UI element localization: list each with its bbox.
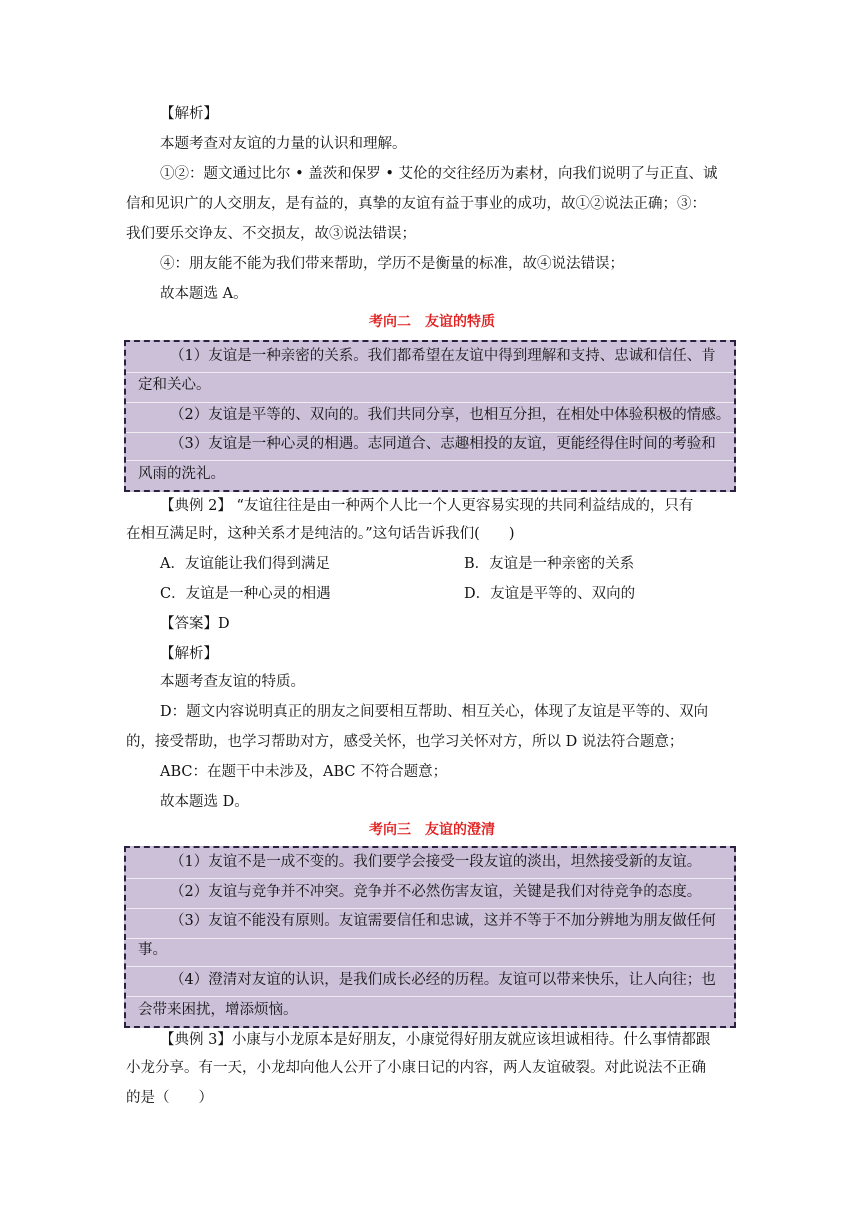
example-question: 在相互满足时，这种关系才是纯洁的。”这句话告诉我们( ) xyxy=(126,526,515,542)
row-divider xyxy=(126,372,734,373)
key-point: （1）友谊不是一成不变的。我们要学会接受一段友谊的淡出，坦然接受新的友谊。 xyxy=(170,854,702,870)
example-question: 【典例 2】 “友谊往往是由一种两个人比一个人更容易实现的共同利益结成的，只有 xyxy=(160,498,694,514)
key-point: （2）友谊是平等的、双向的。我们共同分享，也相互分担，在相处中体验积极的情感。 xyxy=(170,407,731,423)
key-point: （3）友谊不能没有原则。友谊需要信任和忠诚，这并不等于不加分辨地为朋友做任何 xyxy=(170,913,716,929)
key-point: 定和关心。 xyxy=(138,377,211,393)
option-b: B．友谊是一种亲密的关系 xyxy=(464,556,635,572)
row-divider xyxy=(126,938,734,939)
key-point: 事。 xyxy=(138,942,167,958)
analysis-text: ①②：题文通过比尔 • 盖茨和保罗 • 艾伦的交往经历为素材，向我们说明了与正直、诚 xyxy=(160,166,718,182)
key-point: （3）友谊是一种心灵的相遇。志同道合、志趣相投的友谊，更能经得住时间的考验和 xyxy=(170,436,716,452)
analysis-label: 【解析】 xyxy=(160,106,218,122)
analysis-text: 信和见识广的人交朋友，是有益的，真挚的友谊有益于事业的成功，故①②说法正确；③： xyxy=(126,196,706,212)
row-divider xyxy=(126,878,734,879)
analysis-intro: 本题考查对友谊的力量的认识和理解。 xyxy=(160,136,407,152)
analysis-text: ④：朋友能不能为我们带来帮助，学历不是衡量的标准，故④说法错误； xyxy=(160,256,624,272)
option-c: C．友谊是一种心灵的相遇 xyxy=(160,586,331,602)
analysis-conclusion: 故本题选 A。 xyxy=(160,286,248,302)
section-heading: 考向二 友谊的特质 xyxy=(369,314,495,330)
option-a: A．友谊能让我们得到满足 xyxy=(160,556,330,572)
key-points-box xyxy=(124,846,736,1028)
answer-label: 【答案】D xyxy=(160,616,230,632)
example-question: 【典例 3】小康与小龙原本是好朋友，小康觉得好朋友就应该坦诚相待。什么事情都跟 xyxy=(160,1032,711,1048)
row-divider xyxy=(126,908,734,909)
row-divider xyxy=(126,432,734,433)
key-point: 风雨的洗礼。 xyxy=(138,466,225,482)
key-point: 会带来困扰，增添烦恼。 xyxy=(138,1002,298,1018)
analysis-text: 的，接受帮助，也学习帮助对方，感受关怀，也学习关怀对方，所以 D 说法符合题意； xyxy=(126,734,684,750)
row-divider xyxy=(126,996,734,997)
row-divider xyxy=(126,966,734,967)
key-points-box xyxy=(124,340,736,492)
row-divider xyxy=(126,460,734,461)
analysis-text: D：题文内容说明真正的朋友之间要相互帮助、相互关心，体现了友谊是平等的、双向 xyxy=(160,704,709,720)
section-heading: 考向三 友谊的澄清 xyxy=(369,822,495,838)
analysis-text: 我们要乐交诤友、不交损友，故③说法错误； xyxy=(126,226,416,242)
key-point: （1）友谊是一种亲密的关系。我们都希望在友谊中得到理解和支持、忠诚和信任、肯 xyxy=(170,348,716,364)
analysis-label: 【解析】 xyxy=(160,646,218,662)
option-d: D．友谊是平等的、双向的 xyxy=(464,586,636,602)
row-divider xyxy=(126,402,734,403)
key-point: （4）澄清对友谊的认识，是我们成长必经的历程。友谊可以带来快乐，让人向往；也 xyxy=(170,972,716,988)
analysis-text: ABC：在题干中未涉及，ABC 不符合题意； xyxy=(160,764,448,780)
key-point: （2）友谊与竞争并不冲突。竞争并不必然伤害友谊，关键是我们对待竞争的态度。 xyxy=(170,884,702,900)
example-question: 小龙分享。有一天，小龙却向他人公开了小康日记的内容，两人友谊破裂。对此说法不正确 xyxy=(126,1060,706,1076)
analysis-conclusion: 故本题选 D。 xyxy=(160,794,249,810)
example-question: 的是（ ） xyxy=(126,1090,213,1106)
analysis-intro: 本题考查友谊的特质。 xyxy=(160,674,305,690)
